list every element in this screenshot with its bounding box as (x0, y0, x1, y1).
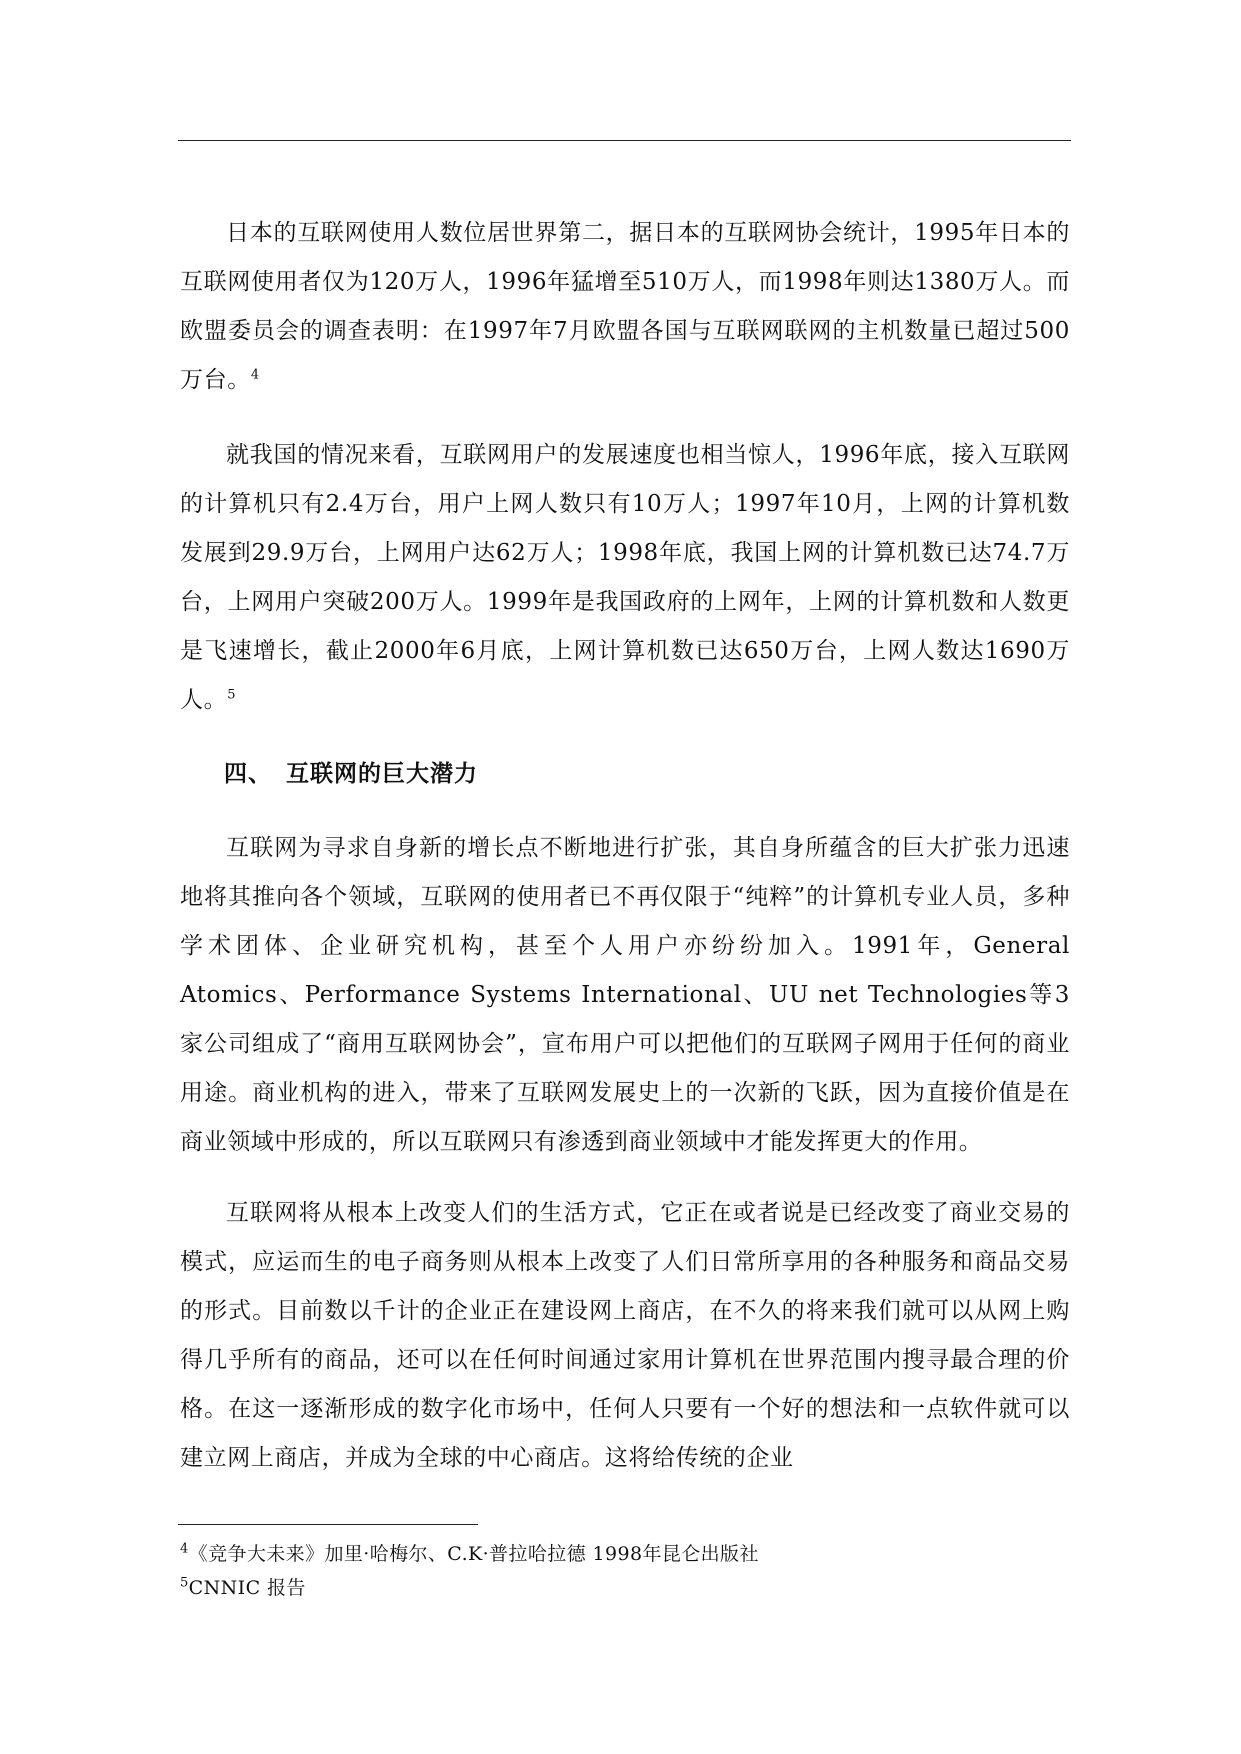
footnote-text: CNNIC 报告 (188, 1577, 306, 1599)
footnote-4 (180, 1540, 759, 1568)
paragraph-ecommerce (180, 1189, 1070, 1483)
paragraph-japan-internet-stats (180, 209, 1070, 405)
section-number: 四、 (224, 761, 272, 787)
footnote-mark: 5 (180, 1575, 189, 1591)
paragraph-commercial-internet (180, 824, 1070, 1167)
paragraph-china-internet-stats (180, 431, 1070, 725)
header-rule (178, 140, 1071, 141)
paragraph-text: 就我国的情况来看，互联网用户的发展速度也相当惊人，1996年底，接入互联网的计算机只有2.4万台，用户上网人数只有10万人；1997年10月，上网的计算机数发展到29.9万台，上网用户达62万人；1998年底，我国上网的计算机数已达74.7万台，上网用户突破200万人。1999年是我国政府的上网年，上网的计算机数和人数更是飞速增长，截止2000年6月底，上网计算机数已达650万台，上网人数达1690万人。 (180, 442, 1070, 713)
footnote-5 (180, 1574, 306, 1602)
paragraph-text: 日本的互联网使用人数位居世界第二，据日本的互联网协会统计，1995年日本的互联网使用者仅为120万人，1996年猛增至510万人，而1998年则达1380万人。而欧盟委员会的调查表明：在1997年7月欧盟各国与互联网联网的主机数量已超过500万台。 (180, 220, 1070, 393)
footnote-ref-4[interactable]: 4 (250, 367, 260, 383)
paragraph-text: 互联网将从根本上改变人们的生活方式，它正在或者说是已经改变了商业交易的模式，应运而生的电子商务则从根本上改变了人们日常所享用的各种服务和商品交易的形式。目前数以千计的企业正在建设网上商店，在不久的将来我们就可以从网上购得几乎所有的商品，还可以在任何时间通过家用计算机在世界范围内搜寻最合理的价格。在这一逐渐形成的数字化市场中，任何人只要有一个好的想法和一点软件就可以建立网上商店，并成为全球的中心商店。这将给传统的企业 (180, 1200, 1070, 1471)
section-title: 互联网的巨大潜力 (286, 761, 478, 787)
footnote-text: 《竞争大未来》加里·哈梅尔、C.K·普拉哈拉德 1998年昆仑出版社 (188, 1543, 759, 1565)
paragraph-text: 互联网为寻求自身新的增长点不断地进行扩张，其自身所蕴含的巨大扩张力迅速地将其推向各个领域，互联网的使用者已不再仅限于“纯粹”的计算机专业人员，多种学术团体、企业研究机构，甚至个人用户亦纷纷加入。1991年，General Atomics、Performance Systems International、UU net Technologies等3家公司组成了“商用互联网协会”，宣布用户可以把他们的互联网子网用于任何的商业用途。商业机构的进入，带来了互联网发展史上的一次新的飞跃，因为直接价值是在商业领域中形成的，所以互联网只有渗透到商业领域中才能发挥更大的作用。 (180, 835, 1070, 1155)
footnote-separator (178, 1524, 478, 1525)
footnote-mark: 4 (180, 1541, 189, 1557)
footnote-ref-5[interactable]: 5 (227, 687, 237, 703)
section-heading (224, 754, 478, 794)
